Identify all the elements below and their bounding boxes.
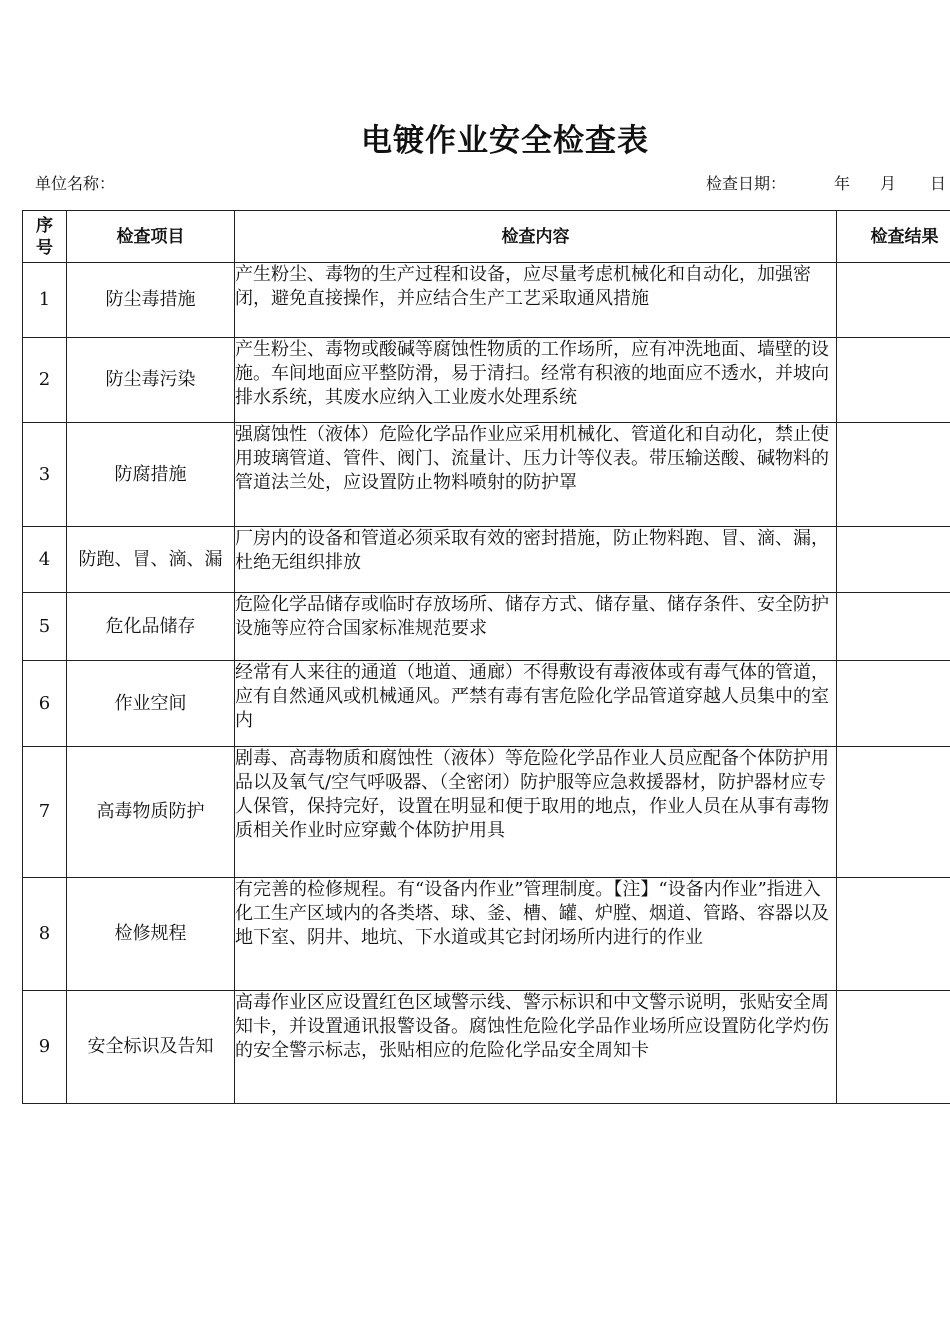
date-day: 日 bbox=[930, 174, 947, 193]
row-seq: 5 bbox=[23, 593, 67, 661]
row-content: 经常有人来往的通道（地道、通廊）不得敷设有毒液体或有毒气体的管道，应有自然通风或机械通风。严禁有毒有害危险化学品管道穿越人员集中的室内 bbox=[235, 661, 837, 747]
table-row bbox=[23, 991, 950, 1104]
header-content: 检查内容 bbox=[235, 211, 837, 263]
row-item: 作业空间 bbox=[67, 661, 235, 747]
row-seq: 7 bbox=[23, 747, 67, 878]
row-content: 强腐蚀性（液体）危险化学品作业应采用机械化、管道化和自动化，禁止使用玻璃管道、管件、阀门、流量计、压力计等仪表。带压输送酸、碱物料的管道法兰处，应设置防止物料喷射的防护罩 bbox=[235, 423, 837, 527]
row-result[interactable] bbox=[837, 593, 950, 661]
header-row bbox=[23, 211, 950, 263]
table-row bbox=[23, 593, 950, 661]
table-row bbox=[23, 527, 950, 593]
row-content: 厂房内的设备和管道必须采取有效的密封措施，防止物料跑、冒、滴、漏，杜绝无组织排放 bbox=[235, 527, 837, 593]
row-result[interactable] bbox=[837, 991, 950, 1104]
row-item: 防尘毒污染 bbox=[67, 338, 235, 423]
row-seq: 8 bbox=[23, 878, 67, 991]
row-content: 剧毒、高毒物质和腐蚀性（液体）等危险化学品作业人员应配备个体防护用品以及氧气/空气呼吸器、（全密闭）防护服等应急救援器材，防护器材应专人保管，保持完好，设置在明显和便于取用的地点，作业人员在从事有毒物质相关作业时应穿戴个体防护用具 bbox=[235, 747, 837, 878]
row-item: 高毒物质防护 bbox=[67, 747, 235, 878]
row-result[interactable] bbox=[837, 527, 950, 593]
row-item: 安全标识及告知 bbox=[67, 991, 235, 1104]
row-content: 危险化学品储存或临时存放场所、储存方式、储存量、储存条件、安全防护设施等应符合国家标准规范要求 bbox=[235, 593, 837, 661]
table-row bbox=[23, 338, 950, 423]
row-result[interactable] bbox=[837, 878, 950, 991]
row-item: 检修规程 bbox=[67, 878, 235, 991]
row-result[interactable] bbox=[837, 747, 950, 878]
row-item: 防腐措施 bbox=[67, 423, 235, 527]
row-item: 防尘毒措施 bbox=[67, 263, 235, 338]
header-result: 检查结果 bbox=[837, 211, 950, 263]
table-row bbox=[23, 661, 950, 747]
row-result[interactable] bbox=[837, 263, 950, 338]
row-seq: 4 bbox=[23, 527, 67, 593]
table-row bbox=[23, 747, 950, 878]
row-seq: 6 bbox=[23, 661, 67, 747]
row-seq: 1 bbox=[23, 263, 67, 338]
row-item: 防跑、冒、滴、漏 bbox=[67, 527, 235, 593]
header-seq-label: 序号 bbox=[36, 215, 53, 258]
table-row bbox=[23, 423, 950, 527]
row-content: 有完善的检修规程。有“设备内作业”管理制度。【注】“设备内作业”指进入化工生产区域内的各类塔、球、釜、槽、罐、炉膛、烟道、管路、容器以及地下室、阴井、地坑、下水道或其它封闭场所内进行的作业 bbox=[235, 878, 837, 991]
table-row bbox=[23, 263, 950, 338]
row-seq: 2 bbox=[23, 338, 67, 423]
row-result[interactable] bbox=[837, 338, 950, 423]
row-item: 危化品储存 bbox=[67, 593, 235, 661]
date-label: 检查日期： bbox=[706, 174, 787, 193]
date-month: 月 bbox=[880, 174, 897, 193]
row-result[interactable] bbox=[837, 661, 950, 747]
row-seq: 9 bbox=[23, 991, 67, 1104]
row-result[interactable] bbox=[837, 423, 950, 527]
header-seq bbox=[23, 211, 67, 263]
row-content: 产生粉尘、毒物的生产过程和设备，应尽量考虑机械化和自动化，加强密闭，避免直接操作，并应结合生产工艺采取通风措施 bbox=[235, 263, 837, 338]
row-content: 产生粉尘、毒物或酸碱等腐蚀性物质的工作场所，应有冲洗地面、墙壁的设施。车间地面应平整防滑，易于清扫。经常有积液的地面应不透水，并坡向排水系统，其废水应纳入工业废水处理系统 bbox=[235, 338, 837, 423]
row-content: 高毒作业区应设置红色区域警示线、警示标识和中文警示说明，张贴安全周知卡，并设置通讯报警设备。腐蚀性危险化学品作业场所应设置防化学灼伤的安全警示标志，张贴相应的危险化学品安全周知卡 bbox=[235, 991, 837, 1104]
checklist-table bbox=[22, 210, 950, 1104]
page-title: 电镀作业安全检查表 bbox=[361, 123, 649, 159]
header-item: 检查项目 bbox=[67, 211, 235, 263]
inspection-date bbox=[706, 171, 946, 194]
table-row bbox=[23, 878, 950, 991]
row-seq: 3 bbox=[23, 423, 67, 527]
date-year: 年 bbox=[834, 174, 851, 193]
unit-name-label: 单位名称： bbox=[35, 174, 116, 193]
